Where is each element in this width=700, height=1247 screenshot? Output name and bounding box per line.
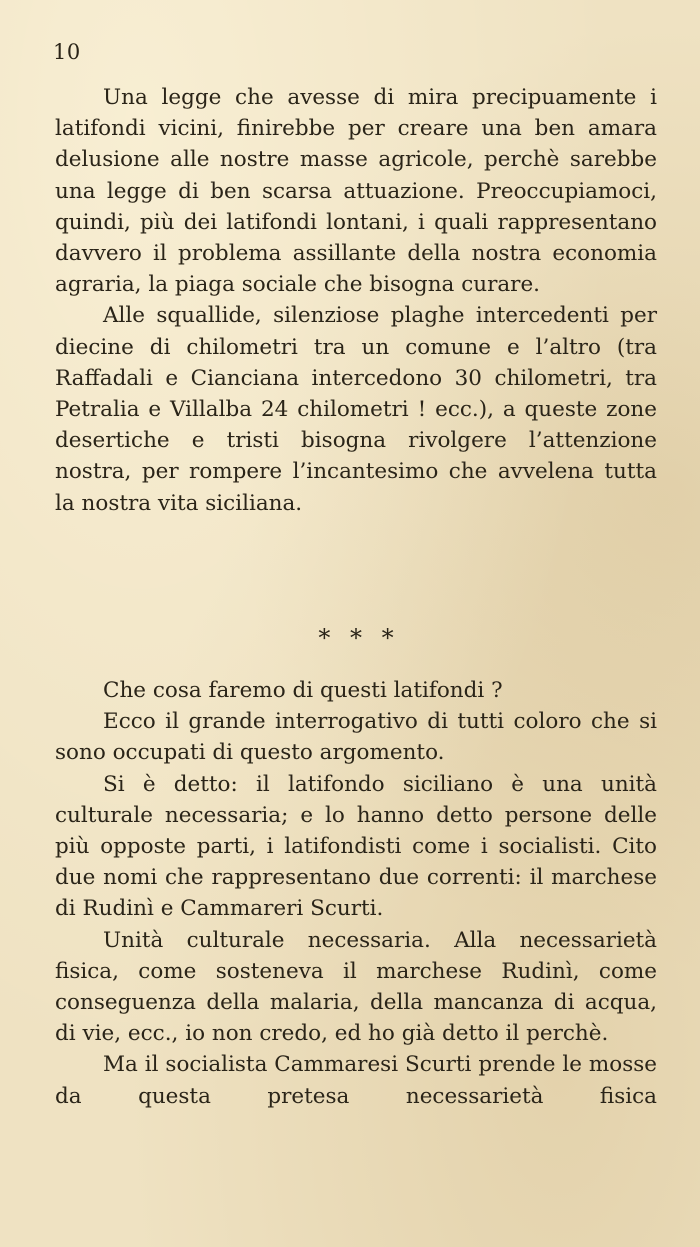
paragraph: Alle squallide, silenziose plaghe intercedenti per diecine di chilometri tra un comune e l’altro (tra Raffadali e Cianciana intercedono 30 chilometri, tra Petralia e Villalba 24 chilometri ! ecc.), a queste zone desertiche e tristi bisogna rivolgere l’attenzione nostra, per rompere l’incantesimo che avvelena tutta la nostra vita siciliana. xyxy=(55,303,657,516)
paragraph: Ecco il grande interrogativo di tutti coloro che si sono occupati di questo argomento. xyxy=(55,709,657,766)
section-2 xyxy=(55,675,657,1112)
paragraph: Che cosa faremo di questi latifondi ? xyxy=(103,678,503,703)
paragraph: Si è detto: il latifondo siciliano è una unità culturale necessaria; e lo hanno detto persone delle più opposte parti, i latifondisti come i socialisti. Cito due nomi che rappresentano due correnti: il marchese di Rudinì e Cammareri Scurti. xyxy=(55,771,657,922)
paragraph: Una legge che avesse di mira precipuamente i latifondi vicini, finirebbe per creare una ben amara delusione alle nostre masse agricole, perchè sarebbe una legge di ben scarsa attuazione. Preoccupiamoci, quindi, più dei latifondi lontani, i quali rappresentano davvero il problema assillante della nostra economia agraria, la piaga sociale che bisogna curare. xyxy=(55,85,657,298)
page-number: 10 xyxy=(53,40,81,64)
section-separator: * * * xyxy=(318,624,400,652)
section-1 xyxy=(55,82,657,519)
paragraph: Unità culturale necessaria. Alla necessarietà fisica, come sosteneva il marchese Rudinì, come conseguenza della malaria, della mancanza di acqua, di vie, ecc., io non credo, ed ho già detto il perchè. xyxy=(55,927,657,1047)
paragraph: Ma il socialista Cammaresi Scurti prende le mosse da questa pretesa necessarietà fisica xyxy=(55,1052,657,1109)
